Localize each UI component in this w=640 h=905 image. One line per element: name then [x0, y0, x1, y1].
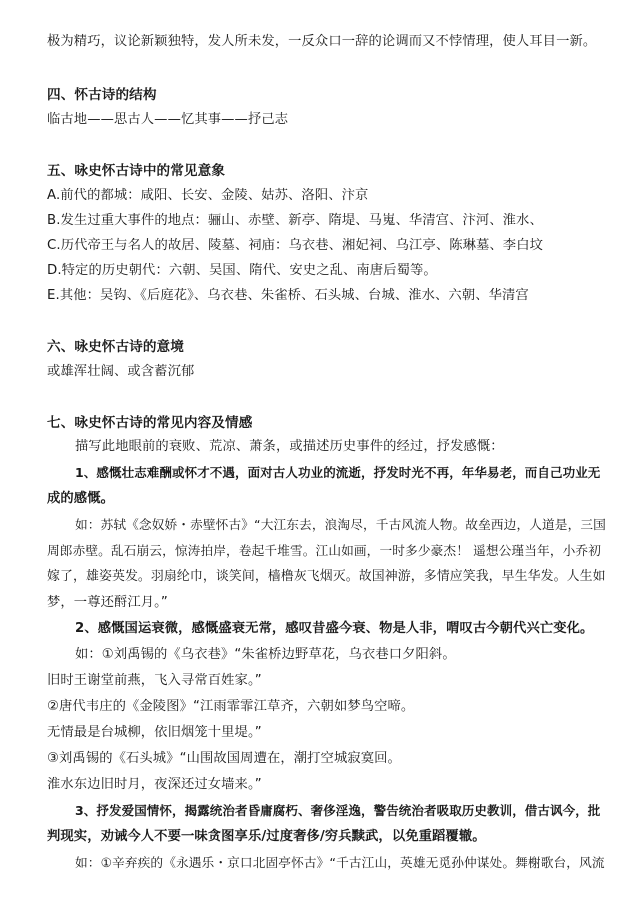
imagery-item-c: C.历代帝王与名人的故居、陵墓、祠庙：乌衣巷、湘妃祠、乌江亭、陈琳墓、李白坟 — [47, 238, 543, 253]
imagery-item-a: A.前代的都城：咸阳、长安、金陵、姑苏、洛阳、汴京 — [47, 188, 369, 203]
section-heading-7: 七、咏史怀古诗的常见内容及情感 — [47, 415, 253, 431]
example-3-line-1: 如：①辛弃疾的《永遇乐・京口北固亭怀古》“千古江山，英雄无觅孙仲谋处。舞榭歌台，风流 — [75, 855, 605, 870]
example-2-line-3: ②唐代韦庄的《金陵图》“江雨霏霏江草齐，六朝如梦鸟空啼。 — [47, 699, 415, 714]
theme-3-title-cont: 判现实，劝诫今人不要一味贪图享乐/过度奢侈/穷兵黩武，以免重蹈覆辙。 — [47, 829, 486, 844]
theme-1-title-cont: 成的感慨。 — [47, 491, 114, 506]
section-heading-6: 六、咏史怀古诗的意境 — [47, 339, 184, 355]
example-1-line-3: 嫁了，雄姿英发。羽扇纶巾，谈笑间，樯橹灰飞烟灭。故国神游，多情应笑我，早生华发。人生如 — [47, 569, 606, 584]
structure-text: 临古地——思古人——忆其事——抒己志 — [47, 112, 289, 127]
paragraph-continuation: 极为精巧，议论新颖独特，发人所未发，一反众口一辞的论调而又不悖情理，使人耳目一新。 — [47, 34, 597, 49]
example-2-line-5: ③刘禹锡的《石头城》“山围故国周遭在，潮打空城寂寞回。 — [47, 751, 401, 766]
section-heading-4: 四、怀古诗的结构 — [47, 87, 157, 103]
theme-1-title: 1、感慨壮志难酬或怀才不遇，面对古人功业的流逝，抒发时光不再，年华易老，而自己功业无 — [75, 465, 601, 480]
intro-text: 描写此地眼前的衰败、荒凉、萧条，或描述历史事件的经过，抒发感慨： — [75, 439, 504, 454]
example-1-line-1: 如：苏轼《念奴娇・赤壁怀古》“大江东去，浪淘尽，千古风流人物。故垒西边，人道是，三国 — [75, 517, 606, 532]
theme-2-title: 2、感慨国运衰微，感慨盛衰无常，感叹昔盛今衰、物是人非，喟叹古今朝代兴亡变化。 — [75, 621, 594, 636]
example-2-line-1: 如：①刘禹锡的《乌衣巷》“朱雀桥边野草花，乌衣巷口夕阳斜。 — [75, 647, 456, 662]
example-2-line-2: 旧时王谢堂前燕，飞入寻常百姓家。” — [47, 673, 262, 688]
example-1-line-2: 周郎赤壁。乱石崩云，惊涛拍岸，卷起千堆雪。江山如画，一时多少豪杰！ 遥想公瑾当年，小乔初 — [47, 543, 601, 558]
imagery-item-b: B.发生过重大事件的地点：骊山、赤壁、新亭、隋堤、马嵬、华清宫、汴河、淮水、 — [47, 213, 543, 228]
imagery-item-d: D.特定的历史朝代：六朝、吴国、隋代、安史之乱、南唐后蜀等。 — [47, 263, 437, 278]
example-1-line-4: 梦，一尊还酹江月。” — [47, 595, 168, 610]
imagery-item-e: E.其他：吴钩、《后庭花》、乌衣巷、朱雀桥、石头城、台城、淮水、六朝、华清宫 — [47, 288, 529, 303]
mood-text: 或雄浑壮阔、或含蓄沉郁 — [47, 364, 195, 379]
example-2-line-6: 淮水东边旧时月，夜深还过女墙来。” — [47, 777, 262, 792]
theme-3-title: 3、抒发爱国情怀，揭露统治者昏庸腐朽、奢侈淫逸，警告统治者吸取历史教训，借古讽今，批 — [75, 803, 601, 818]
example-2-line-4: 无情最是台城柳，依旧烟笼十里堤。” — [47, 725, 262, 740]
section-heading-5: 五、咏史怀古诗中的常见意象 — [47, 163, 226, 179]
